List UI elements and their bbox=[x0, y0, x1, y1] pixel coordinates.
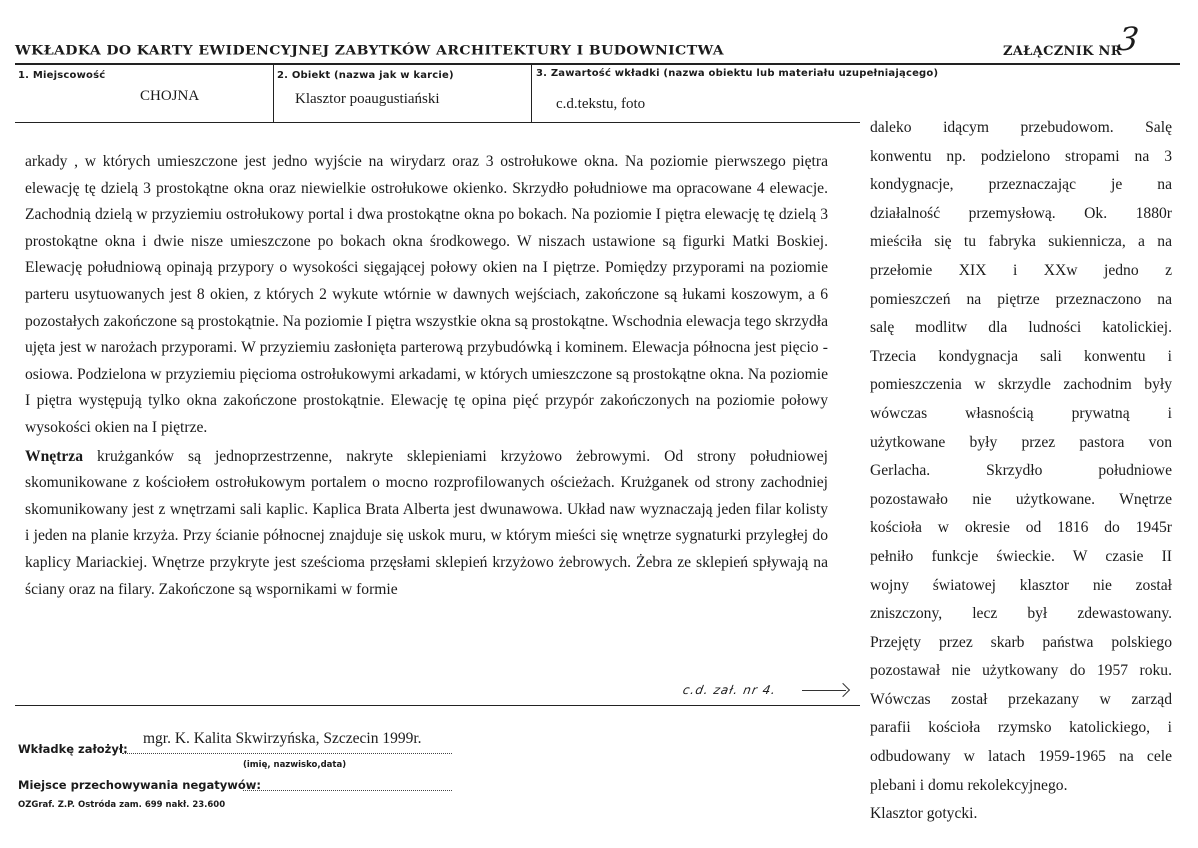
side-line: mieściła się tu fabryka sukiennicza, a na bbox=[870, 233, 1172, 251]
side-line: pomieszczenia w skrzydle zachodnim były bbox=[870, 376, 1172, 394]
side-line: salę modlitw dla ludności katolickiej. bbox=[870, 319, 1172, 337]
paragraph-interiors-text: krużganków są jednoprzestrzenne, nakryte sklepieniami krzyżowo żebrowymi. Od strony południowej skomunikowane z kościołem ostrołukowym portalem o mocno rozprofilowanych ościeżach. Krużganek od strony zachodniej skomunikowany jest z wnętrzami sali kaplic. Kaplica Brata Alberta jest dwunawowa. Układ naw wyznaczają jeden filar kolisty i jeden na planie krzyża. Przy ścianie północnej znajduje się uskok muru, w którym mieści się wnętrze sygnaturki przyległej do kaplicy Mariackiej. Wnętrze przykryte jest sześcioma przęsłami sklepień krzyżowo żebrowych. Żebra ze sklepień spływają na ściany oraz na filary. Zakończone są wspornikami w formie bbox=[25, 447, 828, 598]
side-line: kondygnacje, przeznaczając je na bbox=[870, 176, 1172, 194]
side-line: wojny światowej klasztor nie został bbox=[870, 576, 1172, 594]
side-line: Przejęty przez skarb państwa polskiego bbox=[870, 633, 1172, 651]
side-line: przełomie XIX i XXw jedno z bbox=[870, 261, 1172, 279]
field-divider-1 bbox=[273, 65, 274, 122]
print-info: OZGraf. Z.P. Ostróda zam. 699 nakł. 23.600 bbox=[18, 800, 226, 810]
negatives-label: Miejsce przechowywania negatywów: bbox=[18, 778, 262, 792]
attachment-number: 3 bbox=[1115, 20, 1142, 58]
side-line: konwentu np. podzielono stropami na 3 bbox=[870, 147, 1172, 165]
side-line: wówczas własnością prywatną i bbox=[870, 404, 1172, 422]
side-line: plebani i domu rekolekcyjnego. bbox=[870, 776, 1068, 794]
paragraph-interiors bbox=[25, 444, 828, 604]
side-line: kościoła w okresie od 1816 do 1945r bbox=[870, 519, 1172, 537]
side-line: zniszczony, lecz był zdewastowany. bbox=[870, 605, 1172, 623]
fields-rule-bottom bbox=[15, 122, 860, 123]
form-title: WKŁADKA DO KARTY EWIDENCYJNEJ ZABYTKÓW ARCHITEKTURY I BUDOWNICTWA bbox=[15, 43, 724, 59]
field-divider-2 bbox=[531, 65, 532, 122]
side-line: odbudowany w latach 1959-1965 na cele bbox=[870, 748, 1172, 766]
author-label: Wkładkę założył: bbox=[18, 742, 128, 756]
footer-rule bbox=[15, 705, 860, 706]
author-sub-label: (imię, nazwisko,data) bbox=[243, 760, 347, 770]
main-text bbox=[25, 149, 828, 603]
side-line: Klasztor gotycki. bbox=[870, 805, 978, 823]
side-line: pozostawało nie użytkowane. Wnętrze bbox=[870, 490, 1172, 508]
object-value: Klasztor poaugustiański bbox=[295, 91, 440, 107]
side-line: pomieszczeń na piętrze przeznaczono na bbox=[870, 290, 1172, 308]
contents-value: c.d.tekstu, foto bbox=[556, 96, 646, 112]
locality-label: 1. Miejscowość bbox=[18, 70, 106, 81]
contents-label: 3. Zawartość wkładki (nazwa obiektu lub materiału uzupełniającego) bbox=[536, 68, 939, 79]
side-line: Wówczas został przekazany w zarząd bbox=[870, 690, 1172, 708]
side-line: pełniło funkcje świeckie. W czasie II bbox=[870, 547, 1172, 565]
author-dotted-line bbox=[122, 752, 452, 754]
side-line: Gerlacha. Skrzydło południowe bbox=[870, 462, 1172, 480]
paragraph-facades: arkady , w których umieszczone jest jedno wyjście na wirydarz oraz 3 ostrołukowe okna. Na poziomie pierwszego piętra elewację tę dzielą 3 prostokątne okna oraz niewielkie ostrołukowe okienko. Skrzydło południowe ma opracowane 4 elewacje. Zachodnią dzielą w przyziemiu ostrołukowy portal i dwa prostokątne okna po bokach. Na poziomie I piętra elewację tę dzielą 3 prostokątne okna i dwie nisze umieszczone po bokach okna środkowego. W niszach ustawione są figurki Matki Boskiej. Elewację południową opinają przypory o wysokości sięgającej połowy okien na I piętrze. Pomiędzy przyporami na poziomie parteru usytuowanych jest 8 okien, z których 2 wykute wtórnie w dawnych wejściach, zakończone są łukami koszowym, a 6 pozostałych zakończone są prostokątnie. Na poziomie I piętra wszystkie okna są prostokątne. Wschodnia elewacja tego skrzydła ujęta jest w narożach przyporami. W przyziemiu zasłonięta parterową przybudówką i kominem. Elewacja północna jest pięcio - osiowa. Podzielona w przyziemiu pięcioma ostrołukowymi arkadami, w których umieszczone są prostokątne okna. Na poziomie I piętra występują tylko okna zakończone prostokątnie. Elewację tę opina pięć przypór zakończonych na poziomie połowy wysokości okien na I piętrze. bbox=[25, 153, 828, 436]
continuation-note: c.d. zał. nr 4. bbox=[681, 683, 778, 697]
side-column bbox=[870, 114, 1172, 829]
side-line: parafii kościoła rzymsko katolickiego, i bbox=[870, 719, 1172, 737]
attachment-label: ZAŁĄCZNIK NR bbox=[1003, 44, 1122, 59]
side-line: użytkowane były przez pastora von bbox=[870, 433, 1172, 451]
author-value: mgr. K. Kalita Skwirzyńska, Szczecin 1999r. bbox=[143, 730, 422, 747]
continuation-arrow-icon bbox=[802, 690, 846, 692]
locality-value: CHOJNA bbox=[140, 88, 200, 104]
negatives-dotted-line bbox=[243, 789, 452, 791]
object-label: 2. Obiekt (nazwa jak w karcie) bbox=[277, 70, 454, 81]
side-line: daleko idącym przebudowom. Salę bbox=[870, 119, 1172, 136]
side-line: działalność przemysłową. Ok. 1880r bbox=[870, 204, 1172, 222]
side-line: Trzecia kondygnacja sali konwentu i bbox=[870, 347, 1172, 365]
side-line: pozostawał nie użytkowany do 1957 roku. bbox=[870, 662, 1172, 680]
header-rule-top bbox=[15, 63, 1180, 65]
paragraph-lead: Wnętrza bbox=[25, 447, 84, 465]
